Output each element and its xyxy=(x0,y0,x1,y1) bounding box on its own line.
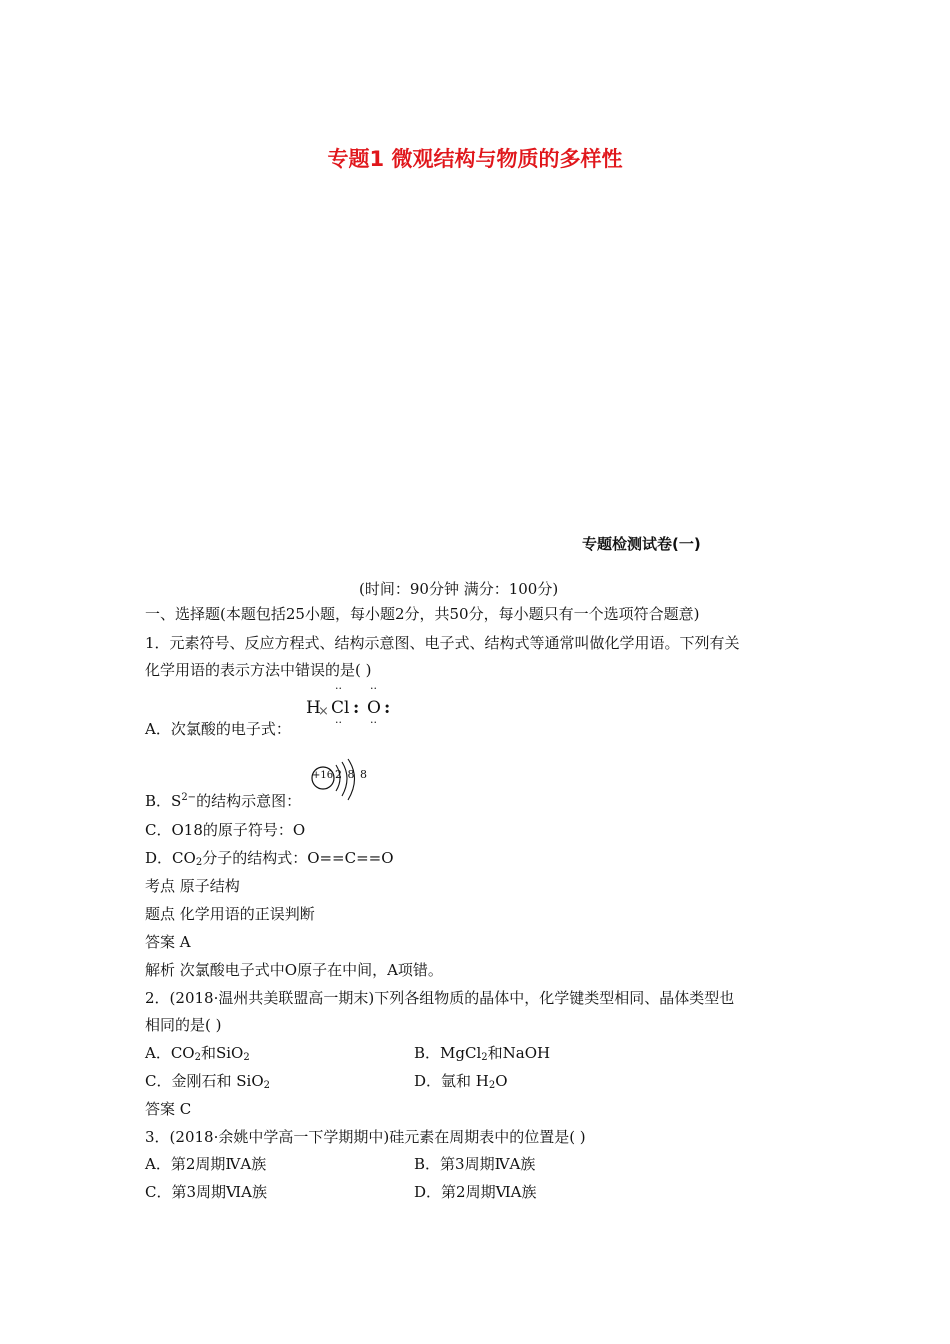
cross-electron: × xyxy=(318,704,329,719)
o-symbol: O xyxy=(367,698,381,718)
dot-pair: ·· xyxy=(370,682,377,695)
cl-symbol: Cl xyxy=(331,698,350,718)
exam-subtitle: 专题检测试卷(一) xyxy=(582,535,701,553)
q1-option-b: B．$S^{2-}$的结构示意图： xyxy=(145,792,302,810)
s2-structure-diagram xyxy=(306,752,376,808)
electron-shell-counts: 2 8 8 xyxy=(335,768,368,781)
q1-kaodian: 考点 原子结构 xyxy=(145,877,240,895)
section-header: 一、选择题(本题包括25小题，每小题2分，共50分，每小题只有一个选项符合题意) xyxy=(145,605,700,623)
q2-answer: 答案 C xyxy=(145,1100,192,1118)
q3-stem: 3．(2018·余姚中学高一下学期期中)硅元素在周期表中的位置是( ) xyxy=(145,1128,586,1146)
q1-stem-line1: 1．元素符号、反应方程式、结构示意图、电子式、结构式等通常叫做化学用语。下列有关 xyxy=(145,634,740,652)
q3-option-d: D．第2周期ⅥA族 xyxy=(414,1183,537,1201)
q1-option-a: A．次氯酸的电子式： xyxy=(145,720,291,738)
hclo-electron-formula xyxy=(298,682,408,732)
q1-tidian: 题点 化学用语的正误判断 xyxy=(145,905,315,923)
time-info: (时间：90分钟 满分：100分) xyxy=(359,580,559,598)
document-title: 专题1 微观结构与物质的多样性 xyxy=(327,147,623,171)
q3-option-a: A．第2周期ⅣA族 xyxy=(145,1155,267,1173)
q2-stem-line2: 相同的是( ) xyxy=(145,1016,222,1034)
h-symbol: H xyxy=(306,698,321,718)
colon-pair: : xyxy=(353,698,360,718)
colon-pair: : xyxy=(384,698,391,718)
q2-option-a: A．$CO_2$和SiO$_2$ xyxy=(145,1044,250,1063)
q2-option-b: B．MgCl$_2$和NaOH xyxy=(414,1044,551,1063)
dot-pair: ·· xyxy=(335,716,342,729)
dot-pair: ·· xyxy=(370,716,377,729)
q1-option-d: D．$CO_2$分子的结构式：O==C==O xyxy=(145,849,394,868)
q1-stem-line2: 化学用语的表示方法中错误的是( ) xyxy=(145,661,372,679)
q3-option-c: C．第3周期ⅥA族 xyxy=(145,1183,267,1201)
q1-answer: 答案 A xyxy=(145,933,191,951)
q3-option-b: B．第3周期ⅣA族 xyxy=(414,1155,536,1173)
q2-option-d: D．氩和 $H_2O$ xyxy=(414,1072,508,1091)
q2-option-c: C．金刚石和 SiO$_2$ xyxy=(145,1072,270,1091)
nucleus-charge: +16 xyxy=(312,770,334,781)
q1-option-c: C．O18的原子符号：O xyxy=(145,821,306,839)
dot-pair: ·· xyxy=(335,682,342,695)
q2-stem-line1: 2．(2018·温州共美联盟高一期末)下列各组物质的晶体中，化学键类型相同、晶体类型也 xyxy=(145,989,735,1007)
q1-analysis: 解析 次氯酸电子式中O原子在中间，A项错。 xyxy=(145,961,443,979)
